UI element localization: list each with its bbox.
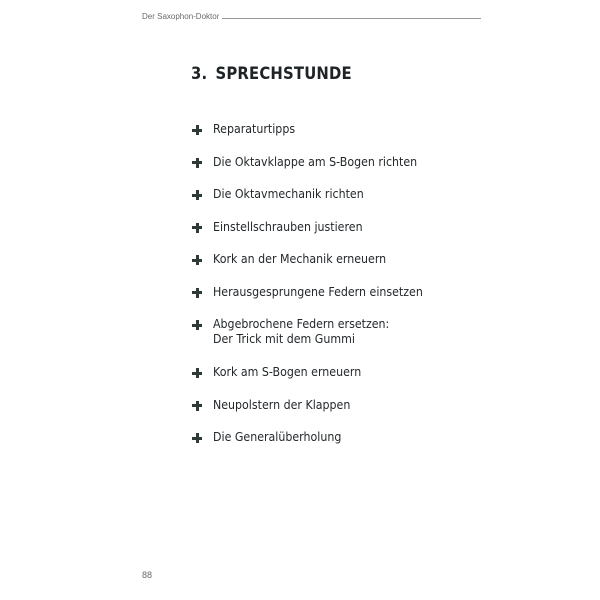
section-label: Reparaturtipps (213, 122, 296, 136)
section-list (192, 122, 441, 463)
header-rule (222, 18, 481, 19)
plus-icon (192, 433, 202, 443)
section-item-generalueberholung (192, 430, 441, 463)
section-item-oktavmechanik (192, 187, 441, 220)
section-label: Kork an der Mechanik erneuern (213, 252, 387, 266)
section-label: Die Generalüberholung (213, 430, 342, 444)
section-item-neupolstern (192, 398, 441, 431)
section-item-kork-s-bogen (192, 365, 441, 398)
section-item-federn-ersetzen (192, 317, 441, 365)
plus-icon (192, 288, 202, 298)
plus-icon (192, 125, 202, 135)
section-label: Einstellschrauben justieren (213, 219, 363, 234)
chapter-number: 3. (191, 64, 208, 83)
section-label: Neupolstern der Klappen (213, 397, 351, 412)
section-label: Die Oktavklappe am S-Bogen richten (213, 154, 418, 169)
section-item-kork-mechanik (192, 252, 441, 285)
chapter-heading (191, 64, 352, 83)
running-header-title: Der Saxophon-Doktor (142, 12, 220, 21)
section-item-reparaturtipps (192, 122, 441, 155)
page-number: 88 (142, 570, 153, 580)
running-header (142, 12, 481, 21)
section-item-federn-einsetzen (192, 285, 441, 318)
plus-icon (192, 223, 202, 233)
plus-icon (192, 320, 202, 330)
plus-icon (192, 190, 202, 200)
section-label: Kork am S-Bogen erneuern (213, 365, 362, 379)
section-item-oktavklappe (192, 155, 441, 188)
plus-icon (192, 368, 202, 378)
plus-icon (192, 158, 202, 168)
chapter-title: SPRECHSTUNDE (215, 64, 352, 83)
section-item-einstellschrauben (192, 220, 441, 253)
section-label: Die Oktavmechanik richten (213, 187, 364, 201)
section-label: Abgebrochene Federn ersetzen: Der Trick mit dem Gummi (213, 317, 390, 346)
plus-icon (192, 255, 202, 265)
section-label: Herausgesprungene Federn einsetzen (213, 284, 423, 299)
plus-icon (192, 401, 202, 411)
